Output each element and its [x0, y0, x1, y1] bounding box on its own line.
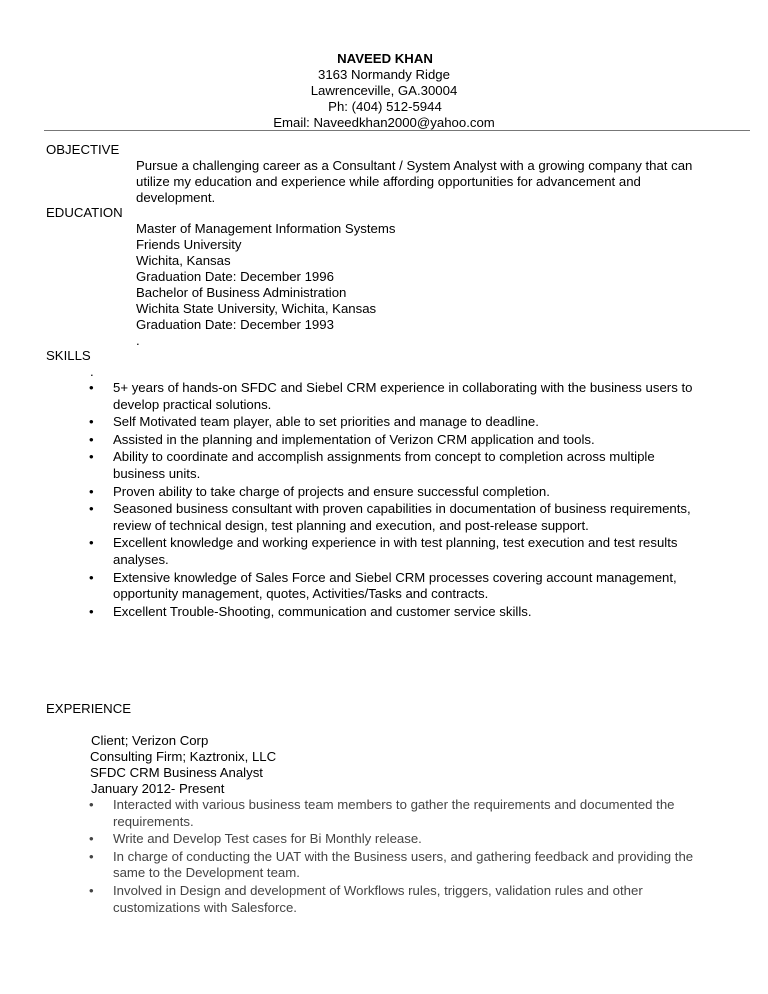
phone-number: Ph: (404) 512-5944: [328, 99, 442, 114]
degree: Bachelor of Business Administration: [136, 285, 347, 300]
list-item: • In charge of conducting the UAT with the Business users, and gathering feedback and providing the same to the Development team.: [89, 848, 694, 881]
objective-heading: OBJECTIVE: [46, 142, 120, 157]
education-details: [136, 221, 395, 349]
objective-line: utilize my education and experience while affording opportunities for advancement and: [136, 174, 641, 189]
experience-heading: EXPERIENCE: [46, 701, 132, 716]
consulting-firm: Consulting Firm; Kaztronix, LLC: [90, 749, 277, 764]
objective-line: development.: [136, 190, 216, 205]
list-item: • Interacted with various business team members to gather the requirements and documented the requirements.: [89, 797, 675, 829]
bullet-icon: •: [89, 882, 94, 898]
objective-line: Pursue a challenging career as a Consultant / System Analyst with a growing company that can: [136, 158, 693, 173]
skills-lead-dot: .: [90, 364, 94, 379]
bullet-icon: •: [89, 603, 94, 619]
header-divider: [44, 130, 750, 131]
skills-list: [89, 380, 739, 621]
bullet-icon: •: [89, 831, 94, 847]
bullet-icon: •: [89, 501, 94, 517]
list-item: • Assisted in the planning and implementation of Verizon CRM application and tools.: [89, 431, 595, 447]
job-title: SFDC CRM Business Analyst: [90, 765, 263, 780]
graduation-date: Graduation Date: December 1996: [136, 269, 334, 284]
experience-list: [89, 797, 739, 917]
list-item: • Seasoned business consultant with proven capabilities in documentation of business requirements, review of technical design, test planning and execution, and post-release support.: [89, 501, 691, 533]
list-item: • Extensive knowledge of Sales Force and Siebel CRM processes covering account management, opportunity management, quotes, Activities/Tasks and contracts.: [89, 569, 677, 602]
bullet-icon: •: [89, 431, 94, 447]
bullet-icon: •: [89, 848, 94, 864]
graduation-date: Graduation Date: December 1993: [136, 317, 334, 332]
bullet-icon: •: [89, 569, 94, 585]
list-item: • Self Motivated team player, able to set priorities and manage to deadline.: [89, 414, 539, 430]
skills-heading: SKILLS: [46, 348, 91, 363]
list-item: • Excellent knowledge and working experience in with test planning, test execution and test results analyses.: [89, 535, 678, 567]
bullet-icon: •: [89, 483, 94, 499]
trailing-dot: .: [136, 333, 140, 348]
bullet-icon: •: [89, 535, 94, 551]
bullet-icon: •: [89, 449, 94, 465]
degree: Master of Management Information Systems: [136, 221, 396, 236]
email-address: Email: Naveedkhan2000@yahoo.com: [273, 115, 495, 130]
address-line-1: 3163 Normandy Ridge: [318, 67, 450, 82]
resume-header: [0, 51, 768, 131]
list-item: • Write and Develop Test cases for Bi Monthly release.: [89, 831, 422, 847]
location: Wichita, Kansas: [136, 253, 231, 268]
address-line-2: Lawrenceville, GA.30004: [310, 83, 458, 98]
list-item: • Ability to coordinate and accomplish assignments from concept to completion across multiple business units.: [89, 449, 655, 481]
institution: Wichita State University, Wichita, Kansas: [136, 301, 377, 316]
list-item: • Involved in Design and development of Workflows rules, triggers, validation rules and other customizations with Salesforce.: [89, 882, 643, 915]
bullet-icon: •: [89, 414, 94, 430]
job-dates: January 2012- Present: [91, 781, 225, 796]
list-item: • 5+ years of hands-on SFDC and Siebel CRM experience in collaborating with the business users to develop practical solutions.: [89, 380, 693, 412]
education-heading: EDUCATION: [46, 205, 123, 220]
bullet-icon: •: [89, 797, 94, 812]
institution: Friends University: [136, 237, 242, 252]
client-name: Client; Verizon Corp: [91, 733, 209, 748]
objective-text: [136, 158, 692, 206]
job-info: [90, 733, 276, 797]
candidate-name: NAVEED KHAN: [337, 51, 433, 66]
bullet-icon: •: [89, 380, 94, 395]
list-item: • Proven ability to take charge of projects and ensure successful completion.: [89, 483, 550, 499]
list-item: • Excellent Trouble-Shooting, communication and customer service skills.: [89, 603, 532, 619]
